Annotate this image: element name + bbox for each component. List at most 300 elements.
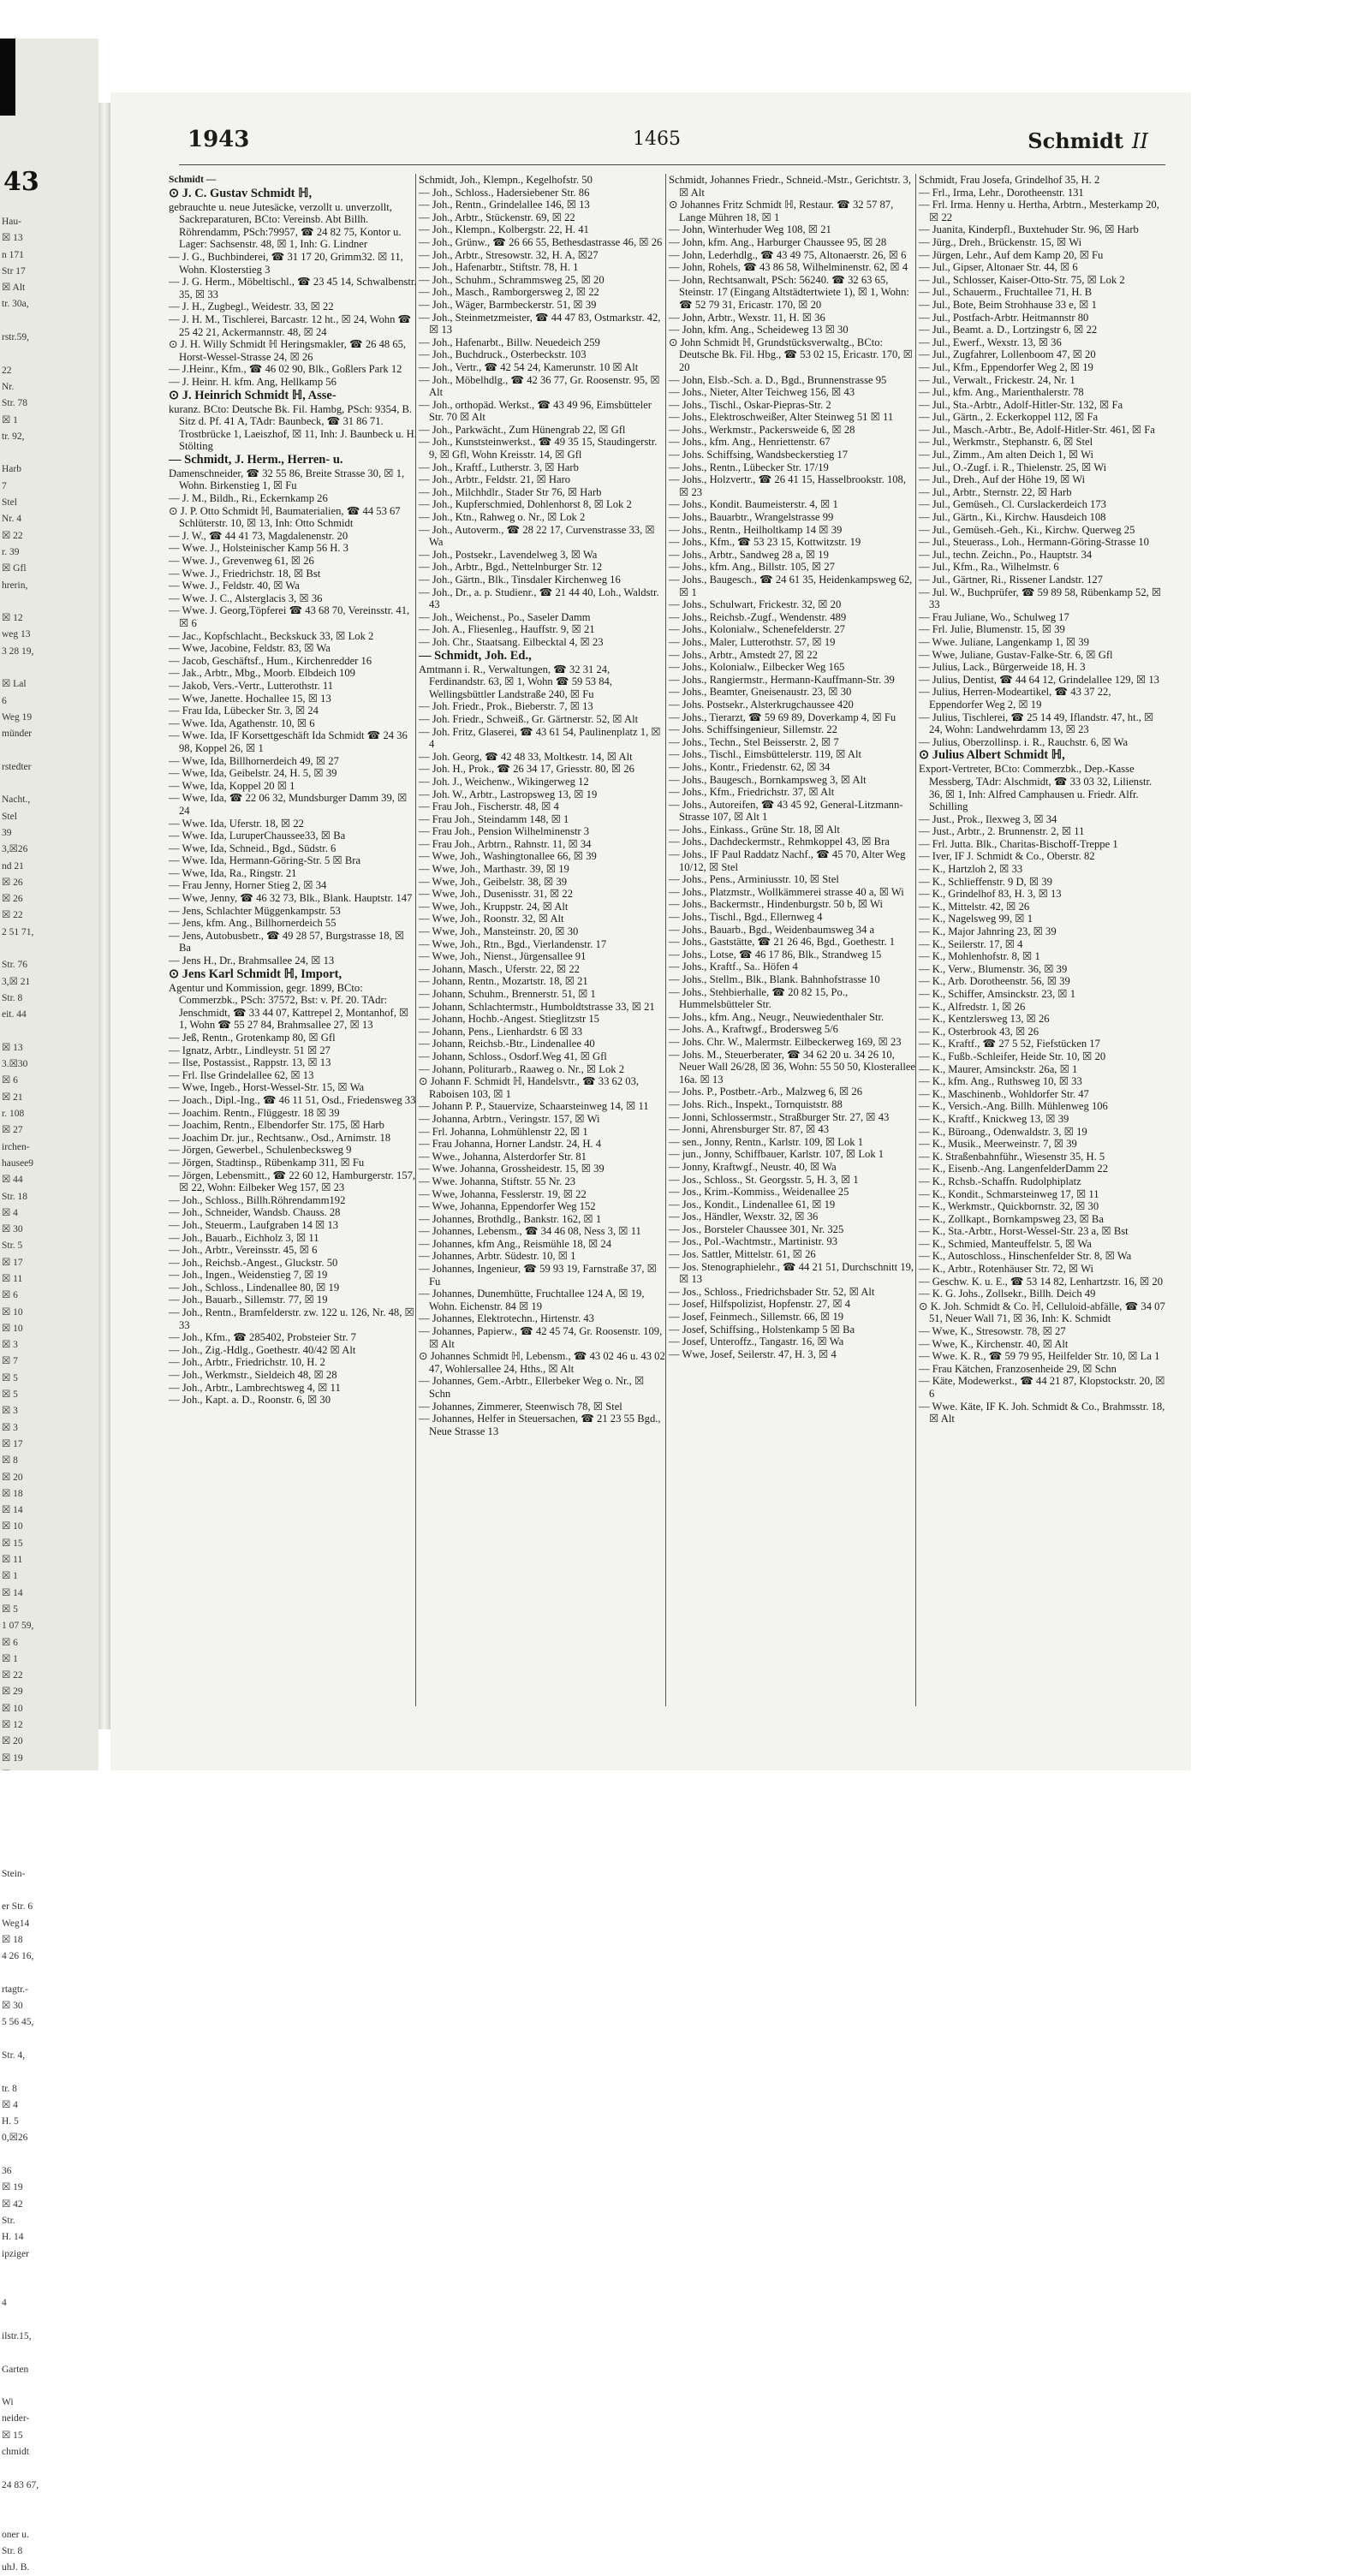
- directory-entry: — Frau Jenny, Horner Stieg 2, ☒ 34: [169, 879, 327, 892]
- directory-entry: — Jul., Gärtn., Ki., Kirchw. Hausdeich 108: [919, 511, 1106, 524]
- directory-entry: — K., Eisenb.-Ang. LangenfelderDamm 22: [919, 1163, 1109, 1175]
- directory-entry: — K., Sta.-Arbtr., Horst-Wessel-Str. 23 a, ☒ Bst: [919, 1225, 1129, 1238]
- previous-page-line: [2, 743, 98, 759]
- directory-entry: Amtmann i. R., Verwaltungen, ☎ 32 31 24, Ferdinandstr. 63, ☒ 1, Wohn ☎ 59 53 84, Wellingsbüttler Landstraße 240, ☒ Fu: [419, 663, 612, 700]
- directory-entry: — K., Musik., Meerweinstr. 7, ☒ 39: [919, 1138, 1077, 1151]
- directory-entry: — Joh., Wäger, Barmbeckerstr. 51, ☒ 39: [419, 298, 597, 311]
- directory-entry: — Wwe, Johanna, Fesslerstr. 19, ☒ 22: [419, 1187, 587, 1200]
- previous-page-line: 1 07 59,: [2, 1621, 34, 1632]
- directory-entry: — K., Schmied, Manteuffelstr. 5, ☒ Wa: [919, 1237, 1092, 1250]
- directory-entry: — K., Verw., Blumenstr. 36, ☒ 39: [919, 962, 1068, 975]
- header-rule: [179, 164, 1165, 165]
- directory-entry: — Jos., Schloss., St. Georgsstr. 5, H. 3, ☒ 1: [669, 1173, 859, 1186]
- directory-entry: — Frl., Irma, Lehr., Dorotheenstr. 131: [919, 186, 1084, 199]
- previous-page-line: Str. 8: [2, 992, 23, 1003]
- previous-page-line: Harb: [2, 464, 21, 475]
- directory-entry: — Josef, Feinmech., Sillemstr. 66, ☒ 19: [669, 1311, 844, 1324]
- directory-entry: — Wwe, Johanna, Eppendorfer Weg 152: [419, 1200, 596, 1213]
- directory-page: [110, 92, 1191, 1770]
- directory-entry: — Joh., Hafenarbt., Billw. Neuedeich 259: [419, 336, 600, 348]
- previous-page-line: ☒ 3: [2, 1406, 18, 1417]
- directory-entry: — Johs. Postsekr., Alsterkrugchaussee 420: [669, 698, 854, 711]
- previous-page-line: Weg14: [2, 1918, 30, 1929]
- directory-entry: — J. G., Buchbinderei, ☎ 31 17 20, Grimm32. ☒ 11, Wohn. Klosterstieg 3: [169, 250, 403, 276]
- directory-entry: — Jul., Verwalt., Frickestr. 24, Nr. 1: [919, 373, 1075, 386]
- directory-entry: — Joh., Bauarb., Eichholz 3, ☒ 11: [169, 1231, 319, 1244]
- directory-entry: — Wwe, Janette. Hochallee 15, ☒ 13: [169, 692, 331, 705]
- directory-entry: — Johs., Baugesch., Bornkampsweg 3, ☒ Alt: [669, 773, 867, 786]
- previous-page-line: Hau-: [2, 217, 21, 227]
- directory-entry: — Jul., Dreh., Auf der Höhe 19, ☒ Wi: [919, 473, 1086, 486]
- directory-entry: — Jos., Krim.-Kommiss., Weidenallee 25: [669, 1186, 849, 1199]
- directory-entry: — Joh. Chr., Staatsang. Eilbecktal 4, ☒ 23: [419, 635, 604, 648]
- directory-entry: gebrauchte u. neue Jutesäcke, verzollt u. unverzollt, Sackreparaturen, BCto: Vereinsb. Abt Billh. Röhrendamm, PSch:79957, ☎ 24 82 75, Kontor u. Lager: Sachsenstr. 48, ☒ 1, Inh: G. Lindner: [169, 200, 402, 251]
- previous-page-line: chmidt: [2, 2447, 29, 2458]
- directory-entry: — Jens, Schlachter Müggenkampstr. 53: [169, 904, 341, 917]
- previous-page-line: Str. 78: [2, 398, 28, 409]
- directory-entry: ⊙ Johann F. Schmidt ℍ, Handelsvtr., ☎ 33 62 03, Raboisen 103, ☒ 1: [419, 1075, 640, 1100]
- directory-entry: — Jul., techn. Zeichn., Po., Hauptstr. 34: [919, 548, 1093, 561]
- directory-entry: — Joh., Kfm., ☎ 285402, Probsteier Str. 7: [169, 1331, 356, 1344]
- directory-entry: — Joh., Rentn., Bramfelderstr. zw. 122 u. 126, Nr. 48, ☒ 33: [169, 1306, 414, 1331]
- previous-page-line: ☒ 10: [2, 1703, 23, 1714]
- directory-entry: — Jul., Kfm., Eppendorfer Weg 2, ☒ 19: [919, 360, 1093, 373]
- directory-entry: — Joh. J., Weichenw., Wikingerweg 12: [419, 775, 589, 788]
- directory-entry: — Joh., Weichenst., Po., Saseler Damm: [419, 610, 591, 623]
- directory-entry: — K., Zollkapt., Bornkampsweg 23, ☒ Ba: [919, 1212, 1104, 1225]
- previous-page-line: ☒ 5: [2, 1603, 18, 1615]
- directory-entry: — Jürgen, Lehr., Auf dem Kamp 20, ☒ Fu: [919, 248, 1104, 261]
- directory-entry: — Johannes, Brothdlg., Bankstr. 162, ☒ 1: [419, 1212, 602, 1225]
- previous-page-line: [2, 445, 98, 461]
- directory-entry: — Joh. Fritz, Glaserei, ☎ 43 61 54, Paulinenplatz 1, ☒ 4: [419, 725, 661, 751]
- directory-entry: — Johs., Tischl., Oskar-Piepras-Str. 2: [669, 398, 831, 411]
- directory-entry: — Jos., Schloss., Friedrichsbader Str. 52, ☒ Alt: [669, 1285, 875, 1298]
- directory-entry: — Jens, kfm. Ang., Billhornerdeich 55: [169, 917, 337, 930]
- previous-page-line: ☒ 15: [2, 2430, 23, 2441]
- directory-entry: — Josef, Schiffsing., Holstenkamp 5 ☒ Ba: [669, 1323, 855, 1336]
- directory-entry: — Frau Ida, Lübecker Str. 3, ☒ 24: [169, 705, 319, 717]
- previous-page-line: ☒ 8: [2, 1455, 18, 1466]
- directory-entry: — Wwe, Ida, Koppel 20 ☒ 1: [169, 779, 295, 792]
- column-3: [669, 174, 917, 1710]
- directory-entry: — Johs., Gaststätte, ☎ 21 26 46, Bgd., Goethestr. 1: [669, 936, 896, 949]
- previous-page-line: [2, 1883, 98, 1899]
- directory-entry: — Johs., Dachdeckermstr., Rehmkoppel 43, ☒ Bra: [669, 836, 890, 848]
- directory-entry: — Jul., O.-Zugf. i. R., Thielenstr. 25, ☒ Wi: [919, 461, 1107, 473]
- previous-page-line: Nacht.,: [2, 794, 31, 806]
- directory-entry: — Johs., Baugesch., ☎ 24 61 35, Heidenkampsweg 62, ☒ 1: [669, 574, 913, 598]
- previous-page-line: [2, 2263, 98, 2279]
- directory-entry: — Jens H., Dr., Brahmsallee 24, ☒ 13: [169, 955, 335, 967]
- directory-entry: ⊙ J. Heinrich Schmidt ℍ, Asse-: [169, 388, 337, 402]
- directory-entry: — Johs. Chr. W., Malermstr. Eilbeckerweg 169, ☒ 23: [669, 1035, 902, 1048]
- directory-entry: — Wwe. J., Feldstr. 40, ☒ Wa: [169, 580, 300, 592]
- directory-entry: — Joh., Arbtr., Bgd., Nettelnburger Str. 12: [419, 561, 603, 574]
- previous-page-line: [2, 594, 98, 610]
- directory-entry: — K., Rchsb.-Schaffn. Rudolphiplatz: [919, 1175, 1081, 1187]
- previous-page-line: er Str. 6: [2, 1901, 33, 1913]
- column-running-head: Schmidt —: [169, 175, 217, 185]
- previous-page-line: [2, 2460, 98, 2477]
- previous-page-line: ☒ 20: [2, 1736, 23, 1747]
- directory-entry: — K., Arbtr., Rotenhäuser Str. 72, ☒ Wi: [919, 1263, 1093, 1276]
- directory-entry: — Joh. Friedr., Prok., Bieberstr. 7, ☒ 13: [419, 700, 593, 713]
- previous-page-line: [2, 2510, 98, 2526]
- previous-page-line: ☒ 3: [2, 1422, 18, 1433]
- previous-page-line: ipziger: [2, 2248, 29, 2259]
- directory-entry: — Joh., Werkmstr., Sieldeich 48, ☒ 28: [169, 1369, 337, 1382]
- directory-entry: — Wwe, Ida, Schneid., Bgd., Südstr. 6: [169, 842, 337, 854]
- previous-page-line: hrerin,: [2, 580, 28, 591]
- previous-page-line: uhJ. B.: [2, 2562, 30, 2573]
- directory-entry: — Jakob, Vers.-Vertr., Lutterothstr. 11: [169, 679, 334, 692]
- directory-entry: — Joh., Kunststeinwerkst., ☎ 49 35 15, Staudingerstr. 9, ☒ Gfl, Wohn Kreisstr. 14, ☒ Gfl: [419, 436, 658, 461]
- directory-entry: — Joachim Dr. jur., Rechtsanw., Osd., Arnimstr. 18: [169, 1131, 391, 1144]
- previous-page-line: [2, 776, 98, 792]
- previous-page-line: Str. 18: [2, 1191, 28, 1202]
- directory-entry: kuranz. BCto: Deutsche Bk. Fil. Hambg, PSch: 9354, B. Sitz d. Pf. 41 A, TAdr: Baunbeck, ☎ 31 86 71. Trostbrücke 1, Laeiszhof, ☒ 11, Inh: J. Baunbeck u. H. Stölting: [169, 402, 417, 453]
- directory-entry: — Frau Johanna, Horner Landstr. 24, H. 4: [419, 1138, 602, 1151]
- directory-entry: — Wwe, Joh., Washingtonallee 66, ☒ 39: [419, 850, 597, 863]
- previous-page-line: r. 39: [2, 546, 20, 557]
- directory-entry: — Schmidt, J. Herm., Herren- u.: [169, 452, 343, 467]
- previous-page-line: Nr.: [2, 381, 15, 392]
- directory-entry: — Johanna, Arbtrn., Veringstr. 157, ☒ Wi: [419, 1112, 600, 1125]
- directory-entry: — Johs., Kfm., ☎ 53 23 15, Kottwitzstr. 19: [669, 536, 861, 549]
- directory-entry: — Johs., Backermstr., Hindenburgstr. 50 b, ☒ Wi: [669, 898, 883, 911]
- previous-page-line: ☒ 26: [2, 877, 23, 888]
- directory-entry: — Joh., Parkwächt., Zum Hünengrab 22, ☒ Gfl: [419, 423, 626, 436]
- previous-page-line: ☒ 1: [2, 414, 18, 425]
- previous-page-line: ☒ 14: [2, 1587, 23, 1598]
- directory-entry: — Johs., Arbtr., Sandweg 28 a, ☒ 19: [669, 548, 829, 561]
- directory-entry: — Jul., Schlosser, Kaiser-Otto-Str. 75, ☒ Lok 2: [919, 273, 1125, 286]
- directory-entry: — Wwe. J. C., Alsterglacis 3, ☒ 36: [169, 592, 323, 604]
- previous-page-line: ☒ 17: [2, 1438, 23, 1449]
- previous-page-line: [2, 941, 98, 957]
- previous-page-line: Stein-: [2, 1868, 26, 1879]
- directory-entry: — K., Maschinenb., Wohldorfer Str. 47: [919, 1087, 1089, 1100]
- directory-entry: — Juanita, Kinderpfl., Buxtehuder Str. 96, ☒ Harb: [919, 223, 1139, 236]
- directory-entry: Schmidt, Frau Josefa, Grindelhof 35, H. 2: [919, 174, 1100, 186]
- directory-entry: — K. Straßenbahnführ., Wiesenstr 35, H. 5: [919, 1150, 1105, 1163]
- directory-entry: — Jul., Beamt. a. D., Lortzingstr 6, ☒ 22: [919, 324, 1098, 336]
- previous-page-line: ☒ 30: [2, 1224, 23, 1235]
- directory-entry: — Johs., Schulwart, Frickestr. 32, ☒ 20: [669, 598, 842, 611]
- directory-entry: — Johs., Kondit. Baumeisterstr. 4, ☒ 1: [669, 498, 838, 511]
- previous-page-line: münder: [2, 729, 33, 740]
- directory-entry: — Jacob, Geschäftsf., Hum., Kirchenredder 16: [169, 654, 372, 667]
- directory-entry: — Johs., Stehbierhalle, ☎ 20 82 15, Po., Hummelsbütteler Str.: [669, 985, 849, 1011]
- directory-entry: — K., Hartzloh 2, ☒ 33: [919, 863, 1023, 876]
- directory-entry: — Wwe., Johanna, Alsterdorfer Str. 81: [419, 1150, 587, 1163]
- header-year: 1943: [188, 127, 250, 152]
- directory-entry: — Julius, Oberzollinsp. i. R., Rauchstr. 6, ☒ Wa: [919, 735, 1129, 748]
- directory-entry: — Johs. A., Kraftwgf., Brodersweg 5/6: [669, 1023, 838, 1036]
- previous-page-line: ☒ 6: [2, 1290, 18, 1301]
- directory-entry: — Johs., Rentn., Heilholtkamp 14 ☒ 39: [669, 523, 843, 536]
- previous-page-line: ☒ 11: [2, 1274, 23, 1284]
- previous-page-edge: [0, 39, 98, 2573]
- directory-entry: — Wwe, Ida, ☎ 22 06 32, Mundsburger Damm 39, ☒ 24: [169, 792, 408, 817]
- directory-entry: — Johann, Politurarb., Raaweg o. Nr., ☒ Lok 2: [419, 1062, 625, 1075]
- directory-entry: — Johannes, Arbtr. Südestr. 10, ☒ 1: [419, 1250, 576, 1263]
- previous-page-line: [2, 2147, 98, 2163]
- directory-entry: — Johs., Stellm., Blk., Blank. Bahnhofstrasse 10: [669, 973, 880, 985]
- previous-page-text: [2, 214, 98, 2576]
- directory-entry: — Jul., Zugfahrer, Lollenboom 47, ☒ 20: [919, 348, 1096, 361]
- previous-page-line: ☒ 3: [2, 1340, 18, 1351]
- directory-entry: — Johs., Kolonialw., Schenefelderstr. 27: [669, 623, 845, 636]
- previous-page-line: ☒ 14: [2, 1505, 23, 1516]
- directory-entry: — Johs., Werkmstr., Packersweide 6, ☒ 28: [669, 423, 855, 436]
- directory-entry: — Jul., Gärtn., 2. Eckerkoppel 112, ☒ Fa: [919, 411, 1099, 424]
- previous-page-line: rstedter: [2, 761, 32, 772]
- previous-page-line: ☒ 27: [2, 1125, 23, 1136]
- directory-entry: — Johannes, kfm Ang., Reismühle 18, ☒ 24: [419, 1237, 612, 1250]
- directory-entry: — Johann, Pens., Lienhardstr. 6 ☒ 33: [419, 1025, 583, 1038]
- header-title-suffix: II: [1132, 129, 1148, 153]
- previous-page-line: [2, 2378, 98, 2395]
- directory-entry: — Käte, Modewerkst., ☎ 44 21 87, Klopstockstr. 20, ☒ 6: [919, 1375, 1165, 1400]
- directory-entry: — Wwe, Joh., Geibelstr. 38, ☒ 39: [419, 875, 568, 888]
- directory-entry: — Johs., Kraftf., Sa.. Höfen 4: [669, 961, 798, 973]
- previous-page-line: eit. 44: [2, 1009, 27, 1020]
- directory-entry: — Johs., Pens., Arminiusstr. 10, ☒ Stel: [669, 873, 839, 886]
- directory-entry: — Joh., Kraftf., Lutherstr. 3, ☒ Harb: [419, 461, 579, 473]
- directory-entry: — Josef, Unteroffz., Tangastr. 16, ☒ Wa: [669, 1336, 844, 1348]
- directory-entry: — Joh., Zig.-Hdlg., Goethestr. 40/42 ☒ Alt: [169, 1343, 356, 1356]
- directory-entry: — Joh., Masch., Ramborgersweg 2, ☒ 22: [419, 286, 599, 299]
- previous-page-line: hausee9: [2, 1157, 34, 1169]
- directory-entry: — Johs., IF Paul Raddatz Nachf., ☎ 45 70, Alter Weg 10/12, ☒ Stel: [669, 848, 906, 873]
- previous-page-line: ☒ 20: [2, 1472, 23, 1483]
- directory-entry: — Johannes, Ingenieur, ☎ 59 93 19, Farnstraße 37, ☒ Fu: [419, 1263, 657, 1288]
- directory-entry: — John, kfm. Ang., Scheideweg 13 ☒ 30: [669, 324, 849, 336]
- directory-entry: — Jak., Arbtr., Mbg., Moorb. Elbdeich 109: [169, 667, 355, 680]
- directory-entry: — Joh. W., Arbtr., Lastropsweg 13, ☒ 19: [419, 788, 598, 800]
- directory-entry: — Joh., Postsekr., Lavendelweg 3, ☒ Wa: [419, 548, 598, 561]
- previous-page-line: 5 56 45,: [2, 2017, 34, 2028]
- directory-entry: ⊙ J. C. Gustav Schmidt ℍ,: [169, 186, 313, 200]
- previous-page-line: ☒ 15: [2, 1538, 23, 1549]
- previous-page-line: ☒ 1: [2, 1653, 18, 1664]
- directory-entry: ⊙ Johannes Schmidt ℍ, Lebensm., ☎ 43 02 46 u. 43 02 47, Wohlersallee 24, Hths., ☒ Alt: [419, 1350, 665, 1375]
- previous-page-line: [2, 346, 98, 362]
- directory-entry: — Joh., Schloss., Billh.Röhrendamm192: [169, 1193, 346, 1206]
- directory-entry: — Johs., Kolonialw., Eilbecker Weg 165: [669, 661, 845, 674]
- previous-page-line: ☒ 17: [2, 1257, 23, 1268]
- page-shadow: [0, 39, 15, 116]
- column-2: [419, 174, 667, 1710]
- directory-entry: — Wwe. Ida, Uferstr. 18, ☒ 22: [169, 817, 304, 830]
- directory-entry: — Johannes, Papierw., ☎ 42 45 74, Gr. Roosenstr. 109, ☒ Alt: [419, 1325, 663, 1350]
- directory-entry: — Joh., Reichsb.-Angest., Gluckstr. 50: [169, 1256, 338, 1269]
- previous-page-line: 22: [2, 365, 12, 376]
- directory-entry: — Johann, Schloss., Osdorf.Weg 41, ☒ Gfl: [419, 1050, 607, 1062]
- previous-page-line: ☒ 44: [2, 1175, 23, 1186]
- directory-entry: — Joh., Arbtr., Lambrechtsweg 4, ☒ 11: [169, 1381, 341, 1394]
- directory-entry: — Joh., Arbtr., Friedrichstr. 10, H. 2: [169, 1356, 325, 1369]
- directory-entry: — K., Mittelstr. 42, ☒ 26: [919, 900, 1030, 913]
- directory-entry: Schmidt, Joh., Klempn., Kegelhofstr. 50: [419, 174, 593, 186]
- previous-page-line: [2, 2279, 98, 2295]
- directory-entry: — Wwe, Josef, Seilerstr. 47, H. 3, ☒ 4: [669, 1347, 837, 1360]
- directory-entry: — Wwe. Johanna, Stiftstr. 55 Nr. 23: [419, 1175, 576, 1187]
- previous-page-line: H. 5: [2, 2116, 19, 2127]
- directory-entry: — Jul., Postfach-Arbtr. Heitmannstr 80: [919, 311, 1089, 324]
- directory-entry: — Jul., Gemüseh., Cl. Curslackerdeich 173: [919, 498, 1106, 511]
- directory-entry: — Wwe, Joh., Nienst., Jürgensallee 91: [419, 950, 587, 963]
- directory-entry: — Jac., Kopfschlacht., Beckskuck 33, ☒ Lok 2: [169, 629, 374, 642]
- directory-entry: — Jonni, Schlossermstr., Straßburger Str. 27, ☒ 43: [669, 1110, 890, 1123]
- directory-entry: — Frau Joh., Steindamm 148, ☒ 1: [419, 812, 569, 825]
- directory-entry: — Johannes, Zimmerer, Steenwisch 78, ☒ Stel: [419, 1400, 622, 1413]
- previous-page-line: [2, 2494, 98, 2510]
- previous-page-line: ☒ 19: [2, 2182, 23, 2193]
- directory-entry: — Josef, Hilfspolizist, Hopfenstr. 27, ☒ 4: [669, 1298, 851, 1311]
- directory-entry: — K., Nagelsweg 99, ☒ 1: [919, 913, 1033, 925]
- previous-page-line: neider-: [2, 2413, 30, 2424]
- previous-page-line: 0,☒26: [2, 2133, 28, 2144]
- previous-page-year: 43: [3, 167, 39, 197]
- directory-entry: — Frl. Johanna, Lohmühlenstr 22, ☒ 1: [419, 1125, 588, 1138]
- directory-entry: — Johs., Maler, Lutterothstr. 57, ☒ 19: [669, 635, 836, 648]
- previous-page-line: ☒ Lal: [2, 679, 27, 690]
- previous-page-line: Garten: [2, 2364, 29, 2375]
- directory-entry: — Jos., Händler, Wexstr. 32, ☒ 36: [669, 1211, 819, 1223]
- previous-page-line: 3,☒26: [2, 844, 28, 855]
- previous-page-line: ☒ Alt: [2, 283, 26, 294]
- directory-entry: — Joh., Kupferschmied, Dohlenhorst 8, ☒ Lok 2: [419, 498, 632, 511]
- previous-page-line: [2, 1965, 98, 1981]
- directory-entry: — John, Rechtsanwalt, PSch: 56240. ☎ 32 63 65, Steinstr. 17 (Eingang Altstädtertwiete 1), ☒ 1, Wohn: ☎ 52 79 31, Ericastr. 170, ☒ 20: [669, 273, 909, 311]
- directory-entry: — Jeß, Rentn., Grotenkamp 80, ☒ Gfl: [169, 1032, 336, 1044]
- directory-entry: — sen., Jonny, Rentn., Karlstr. 109, ☒ Lok 1: [669, 1135, 864, 1148]
- previous-page-line: H. 14: [2, 2232, 24, 2243]
- directory-entry: — Joh., orthopäd. Werkst., ☎ 43 49 96, Eimsbütteler Str. 70 ☒ Alt: [419, 398, 652, 424]
- previous-page-line: 3,☒ 21: [2, 976, 31, 987]
- directory-entry: — Wwe. J. Georg,Töpferei ☎ 43 68 70, Vereinsstr. 41, ☒ 6: [169, 604, 410, 629]
- directory-entry: — Joh., Bauarb., Sillemstr. 77, ☒ 19: [169, 1294, 328, 1306]
- previous-page-line: ☒ 22: [2, 1670, 23, 1681]
- directory-entry: — Frl. Irma. Henny u. Hertha, Arbtrn., Mesterkamp 20, ☒ 22: [919, 199, 1159, 223]
- directory-entry: — Julius, Dentist, ☎ 44 64 12, Grindelallee 129, ☒ 13: [919, 673, 1159, 686]
- directory-entry: — K., Kondit., Schmarsteinweg 17, ☒ 11: [919, 1187, 1099, 1200]
- previous-page-line: ☒ 7: [2, 1356, 18, 1367]
- directory-entry: — K., Mohlenhofstr. 8, ☒ 1: [919, 950, 1040, 963]
- directory-entry: — Wwe, Joh., Marthastr. 39, ☒ 19: [419, 863, 569, 876]
- directory-entry: — Johs., Bauarbtr., Wrangelstrasse 99: [669, 511, 834, 524]
- directory-entry: — Jos., Pol.-Wachtmstr., Martinistr. 93: [669, 1235, 837, 1248]
- directory-entry: — Johs., Kontr., Friedenstr. 62, ☒ 34: [669, 760, 831, 773]
- directory-entry: — Jul., Kfm., Ra., Wilhelmstr. 6: [919, 561, 1059, 574]
- previous-page-line: [2, 313, 98, 330]
- directory-entry: — J. H. M., Tischlerei, Barcastr. 12 ht., ☒ 24, Wohn ☎ 25 42 21, Ackermannstr. 48, ☒ 24: [169, 312, 412, 338]
- directory-entry: — Joh., Steinmetzmeister, ☎ 44 47 83, Ostmarkstr. 42, ☒ 13: [419, 311, 661, 336]
- previous-page-line: irchen-: [2, 1141, 30, 1152]
- previous-page-line: ☒ 5: [2, 1372, 18, 1383]
- directory-entry: — Joh., Milchhdlr., Stader Str 76, ☒ Harb: [419, 485, 602, 498]
- directory-entry: — Johann, Masch., Uferstr. 22, ☒ 22: [419, 962, 580, 975]
- directory-entry: — Joh., Hafenarbtr., Stiftstr. 78, H. 1: [419, 261, 579, 274]
- previous-page-line: 7: [2, 480, 7, 491]
- directory-entry: — Johs., kfm. Ang., Henriettenstr. 67: [669, 436, 831, 449]
- directory-entry: — Johs. Schiffsingenieur, Sillemstr. 22: [669, 723, 837, 736]
- directory-entry: — Johs., Beamter, Gneisenaustr. 23, ☒ 30: [669, 686, 852, 699]
- directory-entry: — Jonny, Kraftwgf., Neustr. 40, ☒ Wa: [669, 1160, 837, 1173]
- header-title-name: Schmidt: [1028, 128, 1124, 153]
- directory-entry: — Wwe. Ida, LuruperChaussee33, ☒ Ba: [169, 830, 346, 842]
- directory-entry: — Johann, Schuhm., Brennerstr. 51, ☒ 1: [419, 988, 596, 1000]
- directory-entry: — Johs., Reichsb.-Zugf., Wendenstr. 489: [669, 610, 847, 623]
- previous-page-line: rstr.59,: [2, 332, 29, 343]
- directory-entry: — Ignatz, Arbtr., Lindleystr. 51 ☒ 27: [169, 1044, 331, 1056]
- previous-page-line: ☒ 4: [2, 1207, 18, 1218]
- directory-entry: — K., Kentzlersweg 13, ☒ 26: [919, 1013, 1050, 1026]
- directory-entry: — Johs., Bauarb., Bgd., Weidenbaumsweg 34 a: [669, 923, 875, 936]
- directory-entry: — Wwe, K., Stresowstr. 78, ☒ 27: [919, 1325, 1066, 1338]
- directory-entry: — Jul., Sta.-Arbtr., Adolf-Hitler-Str. 132, ☒ Fa: [919, 398, 1123, 411]
- directory-entry: — Johannes, Dunemhütte, Fruchtallee 124 A, ☒ 19, Wohn. Eichenstr. 84 ☒ 19: [419, 1288, 645, 1312]
- directory-entry: — J. W., ☎ 44 41 73, Magdalenenstr. 20: [169, 529, 348, 542]
- directory-entry: — Johs., Techn., Stel Beisserstr. 2, ☒ 7: [669, 735, 839, 748]
- directory-entry: — Joh., Schloss., Hadersiebener Str. 86: [419, 186, 590, 199]
- previous-page-line: ☒ 10: [2, 1521, 23, 1532]
- directory-entry: — Schmidt, Joh. Ed.,: [419, 648, 532, 663]
- previous-page-line: ilstr.15,: [2, 2331, 32, 2341]
- previous-page-line: 4 26 16,: [2, 1951, 34, 1962]
- previous-page-line: 24 83 67,: [2, 2479, 39, 2490]
- directory-entry: Damenschneider, ☎ 32 55 86, Breite Strasse 30, ☒ 1, Wohn. Birkenstieg 1, ☒ Fu: [169, 467, 405, 492]
- directory-entry: — Jul., Zimm., Am alten Deich 1, ☒ Wi: [919, 449, 1093, 461]
- header-title: [1028, 128, 1148, 153]
- previous-page-line: Wi: [2, 2397, 14, 2408]
- directory-entry: — Wwe, Ida, Ra., Ringstr. 21: [169, 866, 297, 879]
- previous-page-line: Stel: [2, 811, 17, 822]
- directory-entry: — Frl. Ilse Grindelallee 62, ☒ 13: [169, 1068, 314, 1081]
- directory-entry: — Wwe. Juliane, Langenkamp 1, ☒ 39: [919, 635, 1089, 648]
- directory-entry: — Wwe. Ida, Hermann-Göring-Str. 5 ☒ Bra: [169, 854, 361, 867]
- directory-entry: — Johs., Einkass., Grüne Str. 18, ☒ Alt: [669, 823, 840, 836]
- previous-page-line: ☒ 13: [2, 233, 23, 244]
- directory-entry: — Johs., Platzmstr., Wollkämmerei strasse 40 a, ☒ Wi: [669, 885, 904, 898]
- previous-page-line: ☒ 13: [2, 1042, 23, 1053]
- directory-entry: — Wwe, Juliane, Gustav-Falke-Str. 6, ☒ Gfl: [919, 648, 1113, 661]
- directory-entry: — Johs. P., Postbetr.-Arb., Malzweg 6, ☒ 26: [669, 1086, 863, 1098]
- directory-entry: — Julius, Tischlerei, ☎ 25 14 49, Iflandstr. 47, ht., ☒ 24, Wohn: Landwehrdamm 13, ☒ 23: [919, 711, 1154, 736]
- directory-entry: — Joh., Vertr., ☎ 42 54 24, Kamerunstr. 10 ☒ Alt: [419, 360, 639, 373]
- directory-entry: — Jul., Steuerass., Loh., Hermann-Göring-Strasse 10: [919, 536, 1149, 549]
- directory-entry: — Joh., Schuhm., Schrammsweg 25, ☒ 20: [419, 273, 605, 286]
- directory-entry: — Joh. H., Prok., ☎ 26 34 17, Griesstr. 80, ☒ 26: [419, 763, 634, 776]
- previous-page-line: [2, 1024, 98, 1040]
- previous-page-line: [2, 660, 98, 676]
- directory-entry: — Johs., Rentn., Lübecker Str. 17/19: [669, 461, 829, 473]
- directory-entry: — Joh., Schneider, Wandsb. Chauss. 28: [169, 1206, 341, 1219]
- directory-entry: — Wwe. Johanna, Grossheidestr. 15, ☒ 39: [419, 1163, 605, 1175]
- directory-entry: — K., Autoschloss., Hinschenfelder Str. 8, ☒ Wa: [919, 1250, 1132, 1263]
- directory-entry: — Joh., Steuerm., Laufgraben 14 ☒ 13: [169, 1218, 339, 1231]
- previous-page-line: ☒ 4: [2, 2099, 18, 2110]
- previous-page-line: 39: [2, 827, 12, 838]
- directory-entry: — K., Seilerstr. 17, ☒ 4: [919, 937, 1023, 950]
- directory-entry: — Just., Arbtr., 2. Brunnenstr. 2, ☒ 11: [919, 825, 1085, 838]
- directory-entry: — Wwe, Joh., Roonstr. 32, ☒ Alt: [419, 913, 564, 925]
- directory-entry: — Johs., Tischl., Bgd., Ellernweg 4: [669, 911, 823, 924]
- directory-entry: — Johs., Elektroschweißer, Alter Steinweg 51 ☒ 11: [669, 411, 894, 424]
